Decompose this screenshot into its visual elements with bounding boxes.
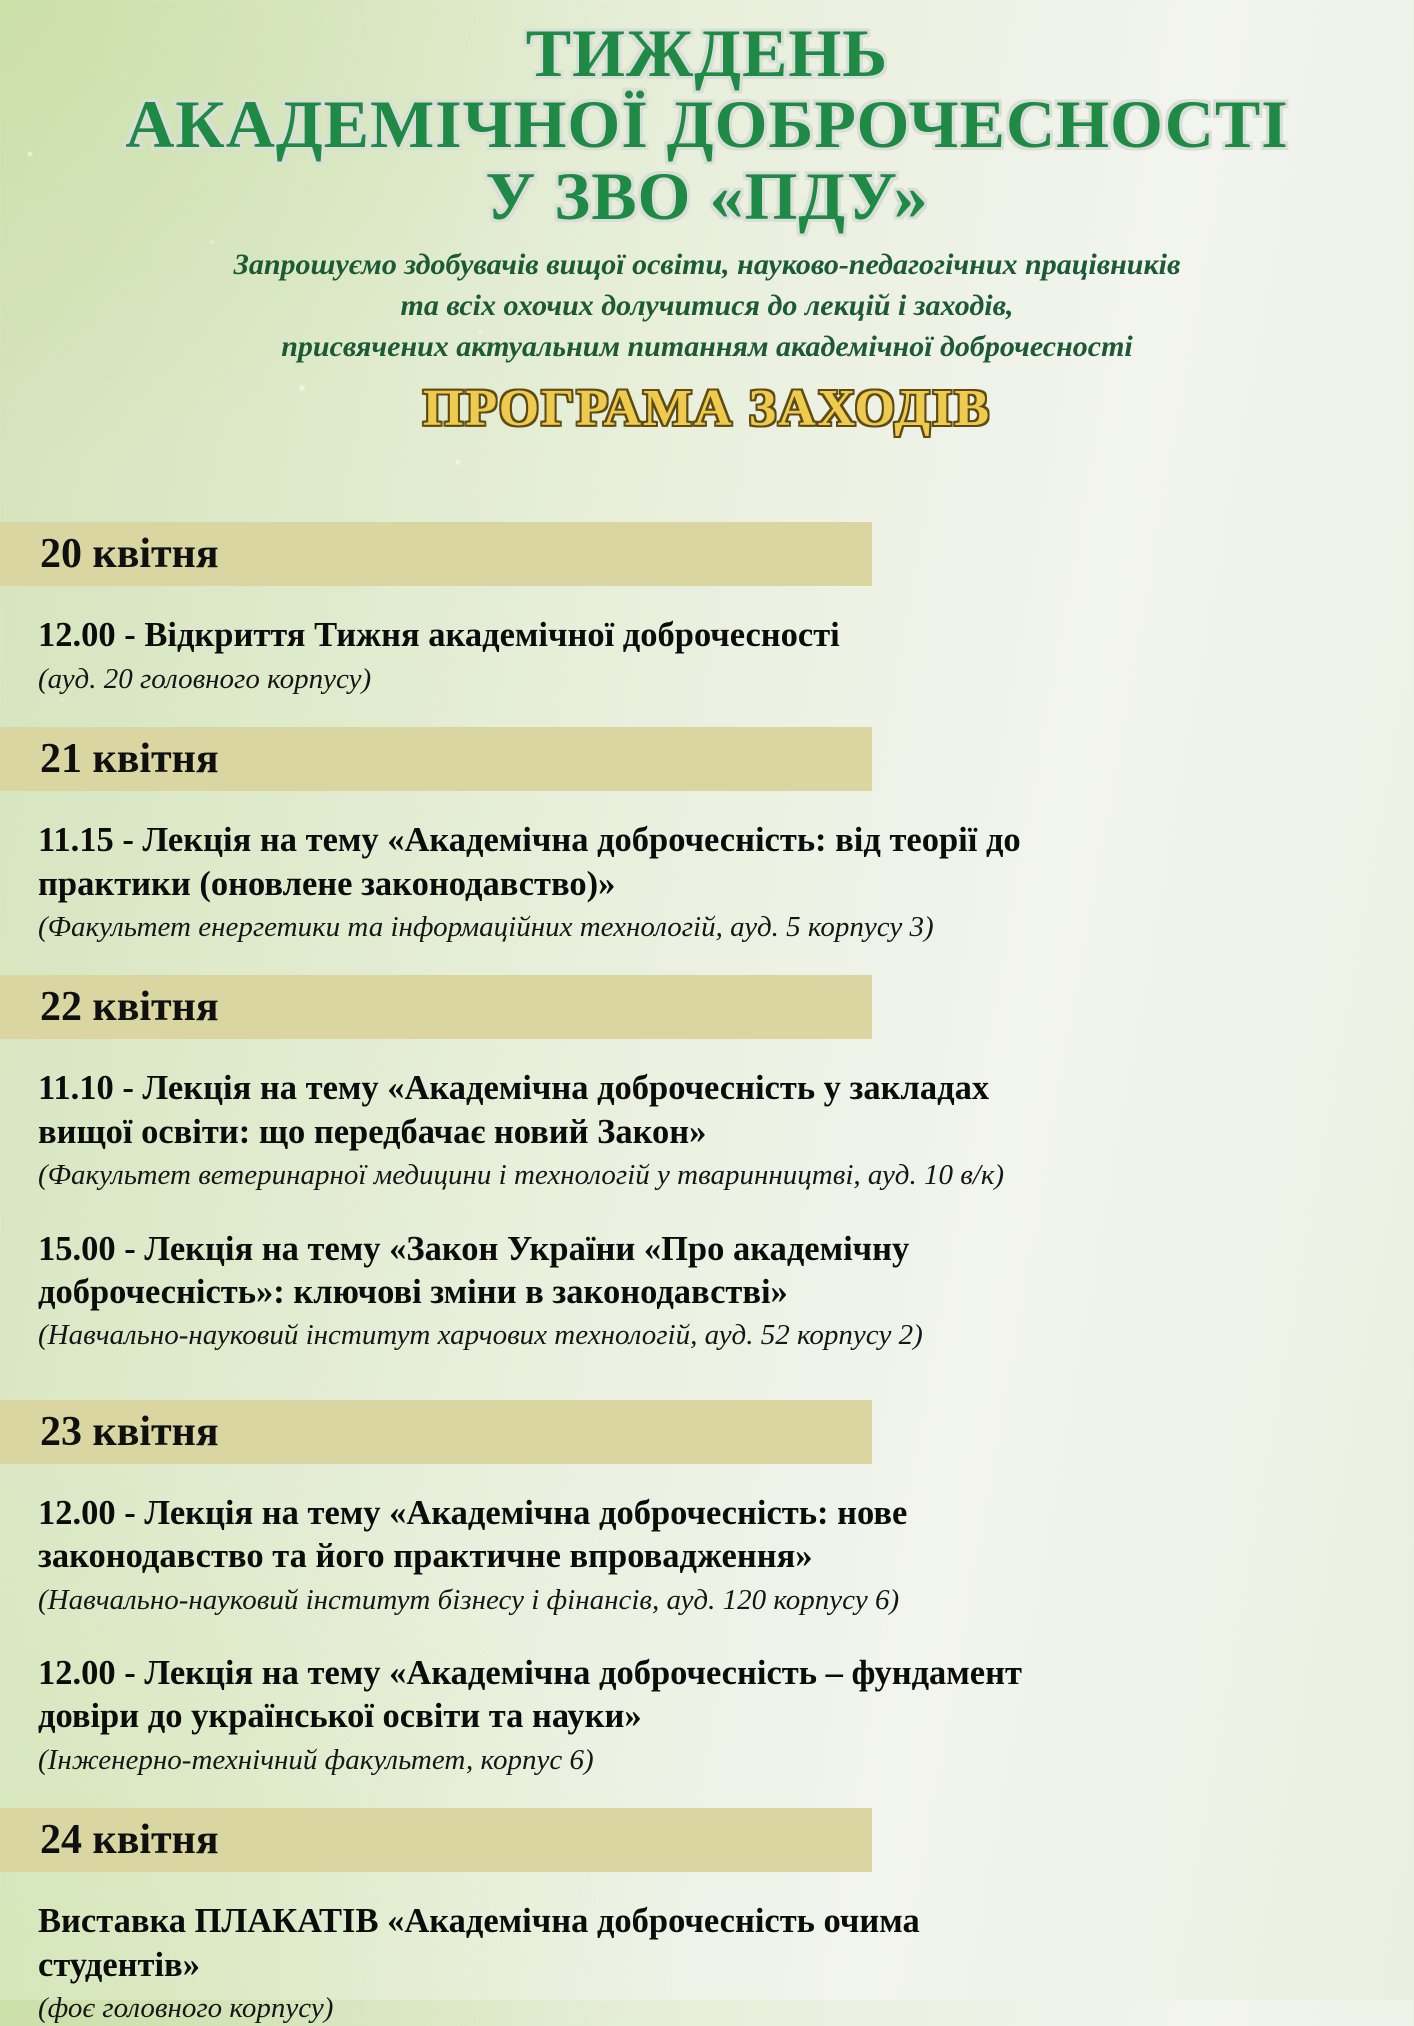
program-heading: ПРОГРАМА ЗАХОДІВ	[422, 380, 992, 438]
event-lecture-theory-practice	[38, 819, 1374, 945]
event-venue: (Факультет енергетики та інформаційних технологій, ауд. 5 корпусу 3)	[38, 911, 934, 944]
event-title: 15.00 - Лекція на тему «Закон України «Про академічну доброчесність»: ключові зміни в законодавстві»	[38, 1229, 910, 1312]
event-lecture-foundation-of-trust	[38, 1652, 1374, 1778]
event-poster-exhibition	[38, 1900, 1374, 2026]
event-title: 11.15 - Лекція на тему «Академічна доброчесність: від теорії до практики (оновлене законодавство)»	[38, 821, 1021, 903]
event-opening	[38, 614, 1374, 697]
date-label: 24 квітня	[40, 1817, 219, 1864]
event-venue: (Факультет ветеринарної медицини і технологій у тваринництві, ауд. 10 в/к)	[38, 1159, 1005, 1192]
date-band-24-april	[0, 1808, 872, 1872]
event-title: Виставка ПЛАКАТІВ «Академічна доброчесність очима студентів»	[38, 1902, 920, 1984]
date-label: 23 квітня	[40, 1408, 219, 1455]
event-venue: (Навчально-науковий інститут бізнесу і фінансів, ауд. 120 корпусу 6)	[38, 1583, 900, 1616]
poster-title-line-2: АКАДЕМІЧНОЇ ДОБРОЧЕСНОСТІ	[125, 86, 1289, 163]
event-venue: (Навчально-науковий інститут харчових технологій, ауд. 52 корпусу 2)	[38, 1319, 923, 1352]
invitation-text	[0, 244, 1414, 367]
event-lecture-new-legislation	[38, 1492, 1374, 1618]
event-venue: (ауд. 20 головного корпусу)	[38, 662, 372, 695]
date-band-20-april	[0, 522, 872, 586]
invitation-line-3: присвячених актуальним питанням академічної доброчесності	[281, 330, 1133, 364]
date-label: 22 квітня	[40, 984, 219, 1031]
date-label: 21 квітня	[40, 736, 219, 783]
date-band-22-april	[0, 975, 872, 1039]
poster-title-line-3: У ЗВО «ПДУ»	[485, 157, 929, 234]
event-title: 12.00 - Лекція на тему «Академічна доброчесність: нове законодавство та його практичне впровадження»	[38, 1493, 908, 1576]
date-label: 20 квітня	[40, 531, 219, 578]
event-lecture-higher-education	[38, 1067, 1374, 1193]
event-venue: (фоє головного корпусу)	[38, 1992, 334, 2025]
date-band-23-april	[0, 1400, 872, 1464]
event-title: 12.00 - Відкриття Тижня академічної доброчесності	[38, 616, 840, 655]
event-title: 12.00 - Лекція на тему «Академічна доброчесність – фундамент довіри до української освіти та науки»	[38, 1653, 1022, 1736]
event-lecture-law-of-ukraine	[38, 1228, 1374, 1354]
invitation-line-2: та всіх охочих долучитися до лекцій і заходів,	[400, 289, 1014, 323]
event-title: 11.10 - Лекція на тему «Академічна доброчесність у закладах вищої освіти: що передбачає новий Закон»	[38, 1069, 990, 1151]
poster-title	[0, 0, 1414, 232]
invitation-line-1: Запрошуємо здобувачів вищої освіти, науково-педагогічних працівників	[233, 248, 1181, 282]
date-band-21-april	[0, 727, 872, 791]
event-venue: (Інженерно-технічний факультет, корпус 6)	[38, 1743, 594, 1776]
poster-title-line-1: ТИЖДЕНЬ	[525, 15, 889, 91]
